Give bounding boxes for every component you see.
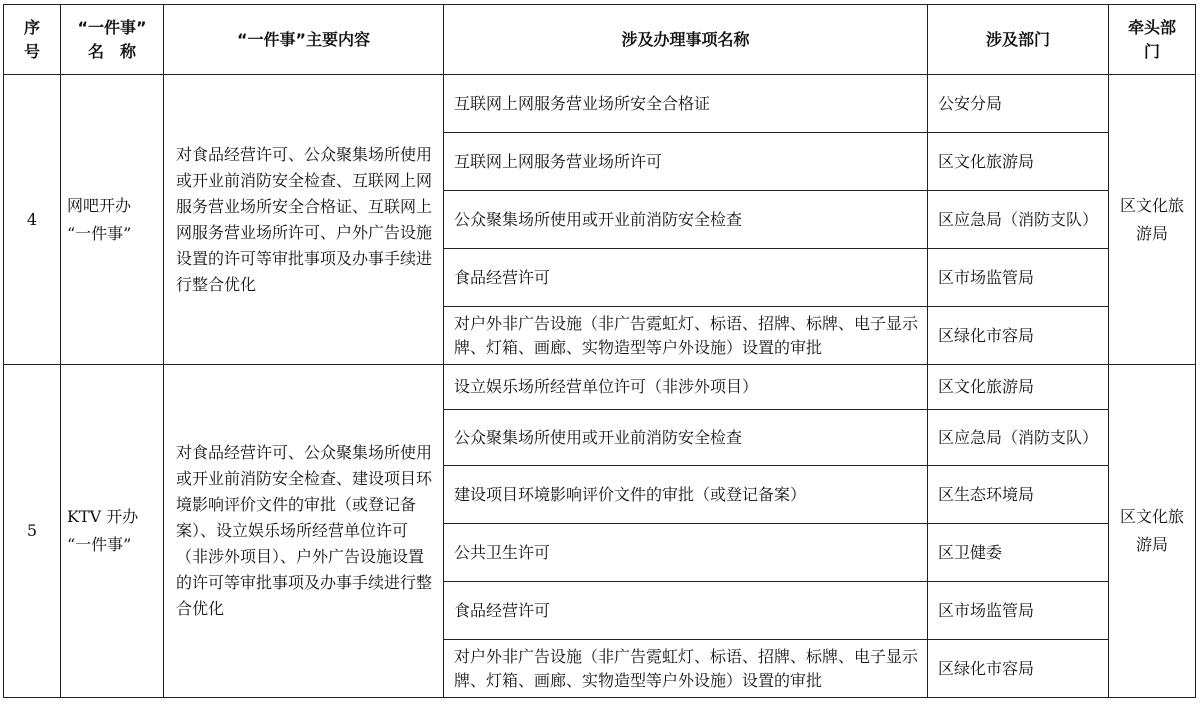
row-content: 对食品经营许可、公众聚集场所使用或开业前消防安全检查、互联网上网服务营业场所安全合格证、互联网上网服务营业场所许可、户外广告设施设置的许可等审批事项及办事手续进行整合优化 [164, 75, 444, 365]
item-name: 互联网上网服务营业场所安全合格证 [444, 75, 928, 133]
item-dept: 区绿化市容局 [928, 640, 1109, 698]
item-name: 公共卫生许可 [444, 524, 928, 582]
item-dept: 区文化旅游局 [928, 133, 1109, 191]
item-dept: 区市场监管局 [928, 249, 1109, 307]
header-depts: 涉及部门 [928, 5, 1109, 75]
row-name: 网吧开办 “一件事” [61, 75, 164, 365]
row-seq: 5 [4, 365, 61, 698]
item-dept: 区文化旅游局 [928, 365, 1109, 410]
item-name: 食品经营许可 [444, 582, 928, 640]
item-name: 建设项目环境影响评价文件的审批（或登记备案） [444, 466, 928, 524]
item-dept: 区市场监管局 [928, 582, 1109, 640]
row-name: KTV 开办 “一件事” [61, 365, 164, 698]
item-dept: 区应急局（消防支队） [928, 191, 1109, 249]
header-seq: 序 号 [4, 5, 61, 75]
header-items: 涉及办理事项名称 [444, 5, 928, 75]
item-name: 对户外非广告设施（非广告霓虹灯、标语、招牌、标牌、电子显示牌、灯箱、画廊、实物造型等户外设施）设置的审批 [444, 307, 928, 365]
item-dept: 区卫健委 [928, 524, 1109, 582]
item-name: 公众聚集场所使用或开业前消防安全检查 [444, 191, 928, 249]
header-lead: 牵头部 门 [1109, 5, 1196, 75]
item-dept: 区应急局（消防支队） [928, 410, 1109, 466]
item-dept: 公安分局 [928, 75, 1109, 133]
header-row [4, 5, 1196, 75]
table-row [4, 75, 1196, 133]
item-dept: 区绿化市容局 [928, 307, 1109, 365]
header-name: “一件事” 名 称 [61, 5, 164, 75]
row-lead: 区文化旅游局 [1109, 365, 1196, 698]
table-row [4, 365, 1196, 410]
item-dept: 区生态环境局 [928, 466, 1109, 524]
approval-table [3, 4, 1196, 698]
item-name: 互联网上网服务营业场所许可 [444, 133, 928, 191]
row-lead: 区文化旅游局 [1109, 75, 1196, 365]
item-name: 食品经营许可 [444, 249, 928, 307]
item-name: 设立娱乐场所经营单位许可（非涉外项目） [444, 365, 928, 410]
row-content: 对食品经营许可、公众聚集场所使用或开业前消防安全检查、建设项目环境影响评价文件的审批（或登记备案）、设立娱乐场所经营单位许可（非涉外项目）、户外广告设施设置的许可等审批事项及办事手续进行整合优化 [164, 365, 444, 698]
item-name: 公众聚集场所使用或开业前消防安全检查 [444, 410, 928, 466]
item-name: 对户外非广告设施（非广告霓虹灯、标语、招牌、标牌、电子显示牌、灯箱、画廊、实物造型等户外设施）设置的审批 [444, 640, 928, 698]
row-seq: 4 [4, 75, 61, 365]
header-content: “一件事”主要内容 [164, 5, 444, 75]
